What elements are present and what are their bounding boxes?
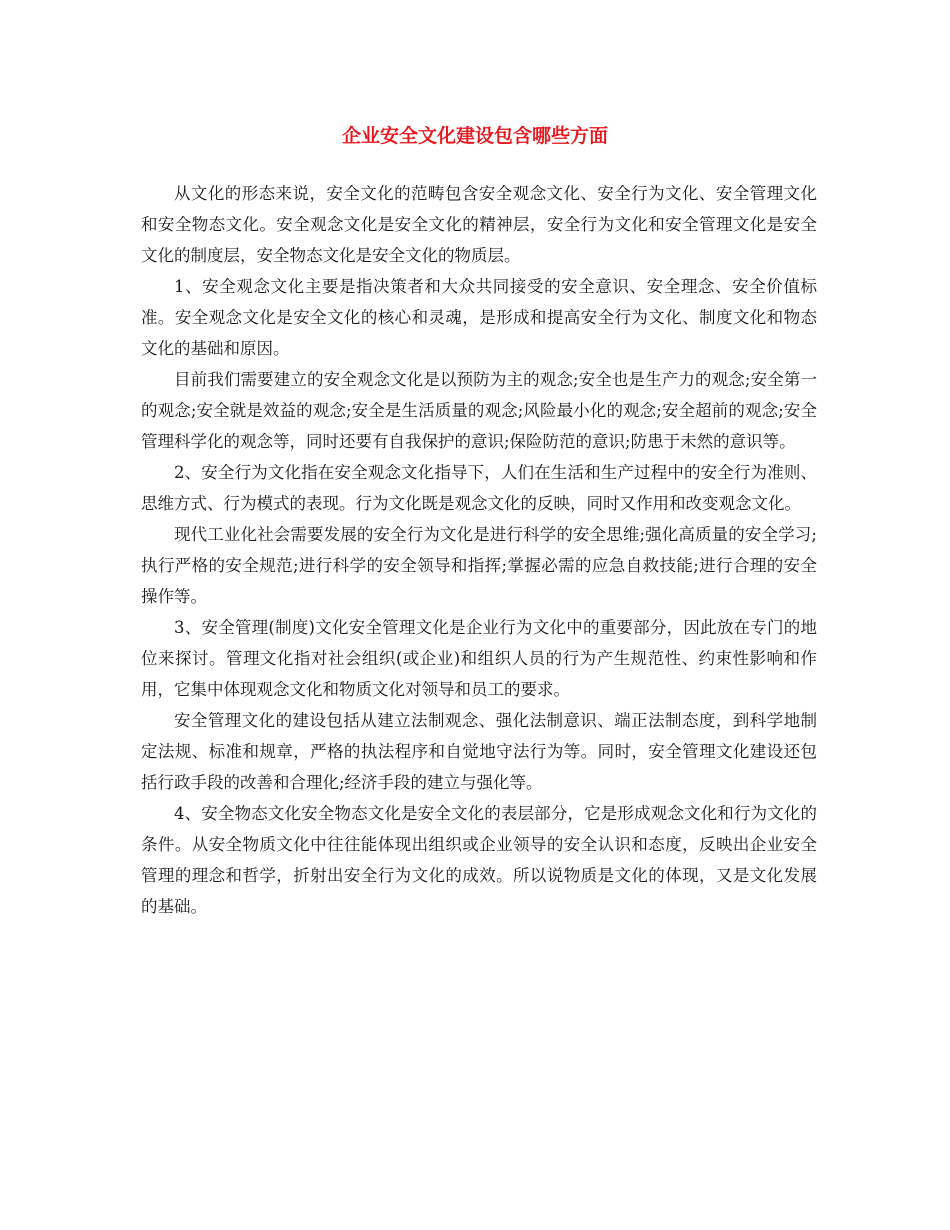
paragraph-intro: 从文化的形态来说，安全文化的范畴包含安全观念文化、安全行为文化、安全管理文化和安全物态文化。安全观念文化是安全文化的精神层，安全行为文化和安全管理文化是安全文化的制度层，安全物态文化是安全文化的物质层。 bbox=[141, 184, 817, 265]
document-body bbox=[141, 178, 817, 922]
paragraph-behavior-list: 现代工业化社会需要发展的安全行为文化是进行科学的安全思维;强化高质量的安全学习;执行严格的安全规范;进行科学的安全领导和指挥;掌握必需的应急自救技能;进行合理的安全操作等。 bbox=[141, 525, 817, 606]
paragraph-management-culture: 3、安全管理(制度)文化安全管理文化是企业行为文化中的重要部分，因此放在专门的地位来探讨。管理文化指对社会组织(或企业)和组织人员的行为产生规范性、约束性影响和作用，它集中体现观念文化和物质文化对领导和员工的要求。 bbox=[141, 618, 817, 699]
paragraph-concept-list: 目前我们需要建立的安全观念文化是以预防为主的观念;安全也是生产力的观念;安全第一的观念;安全就是效益的观念;安全是生活质量的观念;风险最小化的观念;安全超前的观念;安全管理科学化的观念等，同时还要有自我保护的意识;保险防范的意识;防患于未然的意识等。 bbox=[141, 370, 817, 451]
paragraph-material-culture: 4、安全物态文化安全物态文化是安全文化的表层部分，它是形成观念文化和行为文化的条件。从安全物质文化中往往能体现出组织或企业领导的安全认识和态度，反映出企业安全管理的理念和哲学，折射出安全行为文化的成效。所以说物质是文化的体现，又是文化发展的基础。 bbox=[141, 804, 817, 916]
paragraph-behavior-culture: 2、安全行为文化指在安全观念文化指导下，人们在生活和生产过程中的安全行为准则、思维方式、行为模式的表现。行为文化既是观念文化的反映，同时又作用和改变观念文化。 bbox=[141, 463, 817, 513]
document-title: 企业安全文化建设包含哪些方面 bbox=[341, 125, 608, 147]
paragraph-concept-culture: 1、安全观念文化主要是指决策者和大众共同接受的安全意识、安全理念、安全价值标准。安全观念文化是安全文化的核心和灵魂，是形成和提高安全行为文化、制度文化和物态文化的基础和原因。 bbox=[141, 277, 817, 358]
paragraph-management-list: 安全管理文化的建设包括从建立法制观念、强化法制意识、端正法制态度，到科学地制定法规、标准和规章，严格的执法程序和自觉地守法行为等。同时，安全管理文化建设还包括行政手段的改善和合理化;经济手段的建立与强化等。 bbox=[141, 711, 817, 792]
